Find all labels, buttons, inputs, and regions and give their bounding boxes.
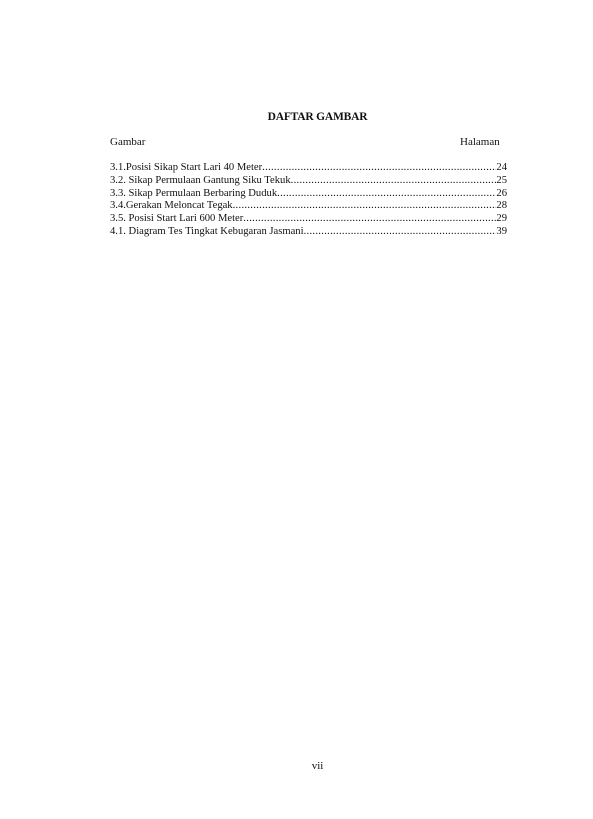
entry-title: 3.1.Posisi Sikap Start Lari 40 Meter	[110, 162, 263, 173]
column-header-page: Halaman	[460, 136, 500, 148]
entry-page: 39	[496, 225, 507, 237]
dot-leader	[277, 188, 496, 201]
list-item[interactable]	[110, 162, 507, 175]
list-item[interactable]	[110, 213, 507, 226]
entry-title: 3.2. Sikap Permulaan Gantung Siku Tekuk	[110, 174, 291, 186]
entry-page: 25	[496, 174, 507, 186]
list-item[interactable]	[110, 188, 507, 201]
list-item[interactable]	[110, 226, 507, 239]
page-title: DAFTAR GAMBAR	[267, 111, 368, 123]
entry-page: 24	[496, 162, 507, 173]
entry-page: 26	[496, 187, 507, 199]
entry-title: 3.4.Gerakan Meloncat Tegak	[110, 200, 233, 212]
list-item[interactable]	[110, 175, 507, 188]
entry-page: 29	[496, 213, 507, 225]
dot-leader	[233, 200, 497, 213]
column-header-figure: Gambar	[110, 136, 146, 148]
list-item[interactable]	[110, 200, 507, 213]
dot-leader	[243, 213, 496, 226]
figure-list	[110, 162, 507, 239]
dot-leader	[291, 175, 497, 188]
page-number: vii	[311, 760, 324, 772]
entry-title: 3.5. Posisi Start Lari 600 Meter	[110, 213, 244, 225]
dot-leader	[262, 162, 496, 175]
dot-leader	[304, 226, 497, 239]
entry-title: 4.1. Diagram Tes Tingkat Kebugaran Jasmani	[110, 225, 304, 237]
entry-page: 28	[496, 200, 507, 212]
entry-title: 3.3. Sikap Permulaan Berbaring Duduk	[110, 187, 278, 199]
